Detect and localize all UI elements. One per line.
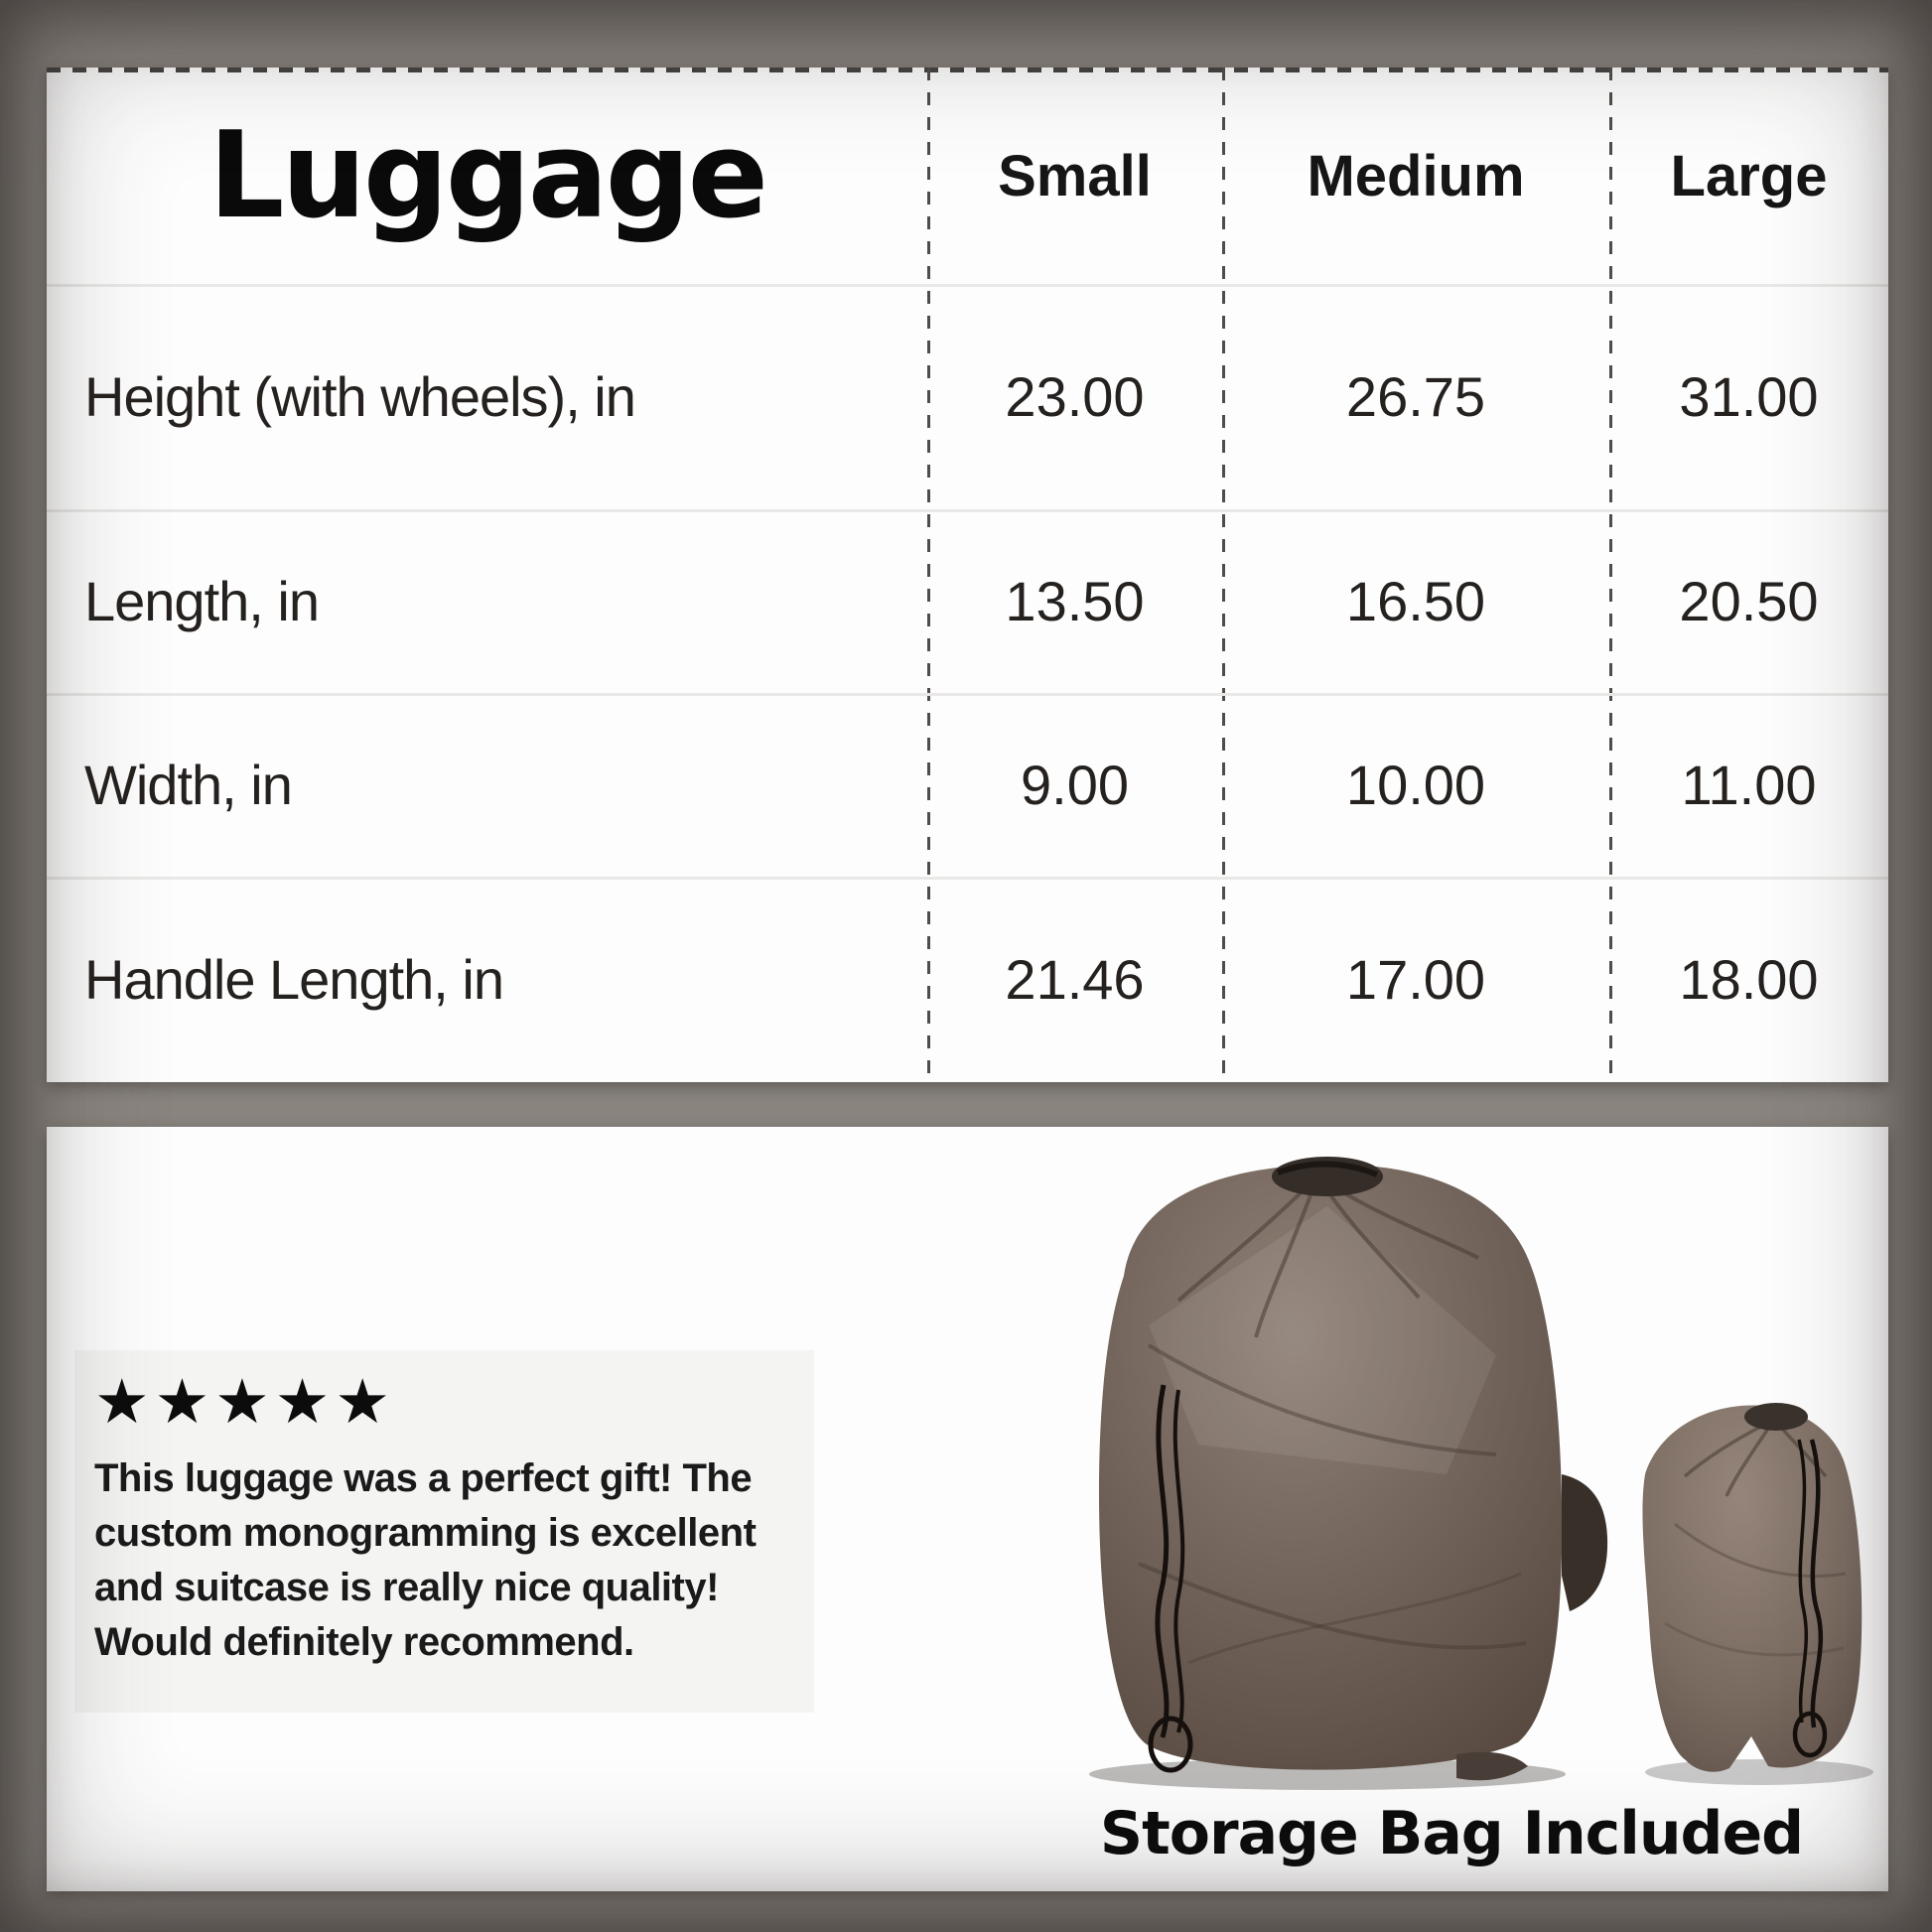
- small-bag-cinch-knot: [1744, 1403, 1808, 1431]
- review-photo-card: [47, 1127, 1888, 1891]
- size-value: 17.00: [1345, 948, 1486, 1011]
- size-value: 20.50: [1679, 570, 1819, 632]
- size-value: 21.46: [1005, 948, 1145, 1011]
- size-value: 16.50: [1345, 570, 1486, 632]
- customer-review: [74, 1350, 814, 1713]
- size-value: 11.00: [1681, 754, 1817, 816]
- size-value: 23.00: [1005, 365, 1145, 428]
- review-text: [94, 1451, 814, 1670]
- row-label-height: Height (with wheels), in: [84, 365, 635, 428]
- small-storage-bag-illustration: [1642, 1403, 1862, 1772]
- size-chart-card: [47, 68, 1888, 1082]
- column-header-small: Small: [998, 143, 1152, 208]
- storage-bags-illustration: [1030, 1147, 1873, 1792]
- small-bag-shadow: [1645, 1759, 1873, 1785]
- row-label-width: Width, in: [84, 754, 292, 816]
- size-value: 18.00: [1679, 948, 1819, 1011]
- size-value: 10.00: [1345, 754, 1486, 816]
- review-text-line: This luggage was a perfect gift! The: [94, 1456, 753, 1500]
- size-value: 31.00: [1679, 365, 1819, 428]
- column-header-large: Large: [1670, 143, 1828, 208]
- row-label-handle-length: Handle Length, in: [84, 948, 504, 1011]
- five-star-rating-icon: ★★★★★: [94, 1368, 395, 1437]
- column-header-medium: Medium: [1307, 143, 1525, 208]
- size-value: 13.50: [1005, 570, 1145, 632]
- review-text-line: and suitcase is really nice quality!: [94, 1566, 719, 1609]
- row-label-length: Length, in: [84, 570, 319, 632]
- size-chart-title: Luggage: [208, 106, 765, 245]
- storage-bags-photo: [1030, 1147, 1873, 1792]
- suitcase-side-handle-bump: [1562, 1474, 1607, 1611]
- size-value: 26.75: [1345, 365, 1486, 428]
- photo-caption: Storage Bag Included: [1099, 1799, 1804, 1868]
- large-storage-bag-illustration: [1099, 1157, 1607, 1780]
- review-text-line: custom monogramming is excellent: [94, 1511, 757, 1555]
- review-text-line: Would definitely recommend.: [94, 1620, 634, 1664]
- size-value: 9.00: [1021, 754, 1129, 816]
